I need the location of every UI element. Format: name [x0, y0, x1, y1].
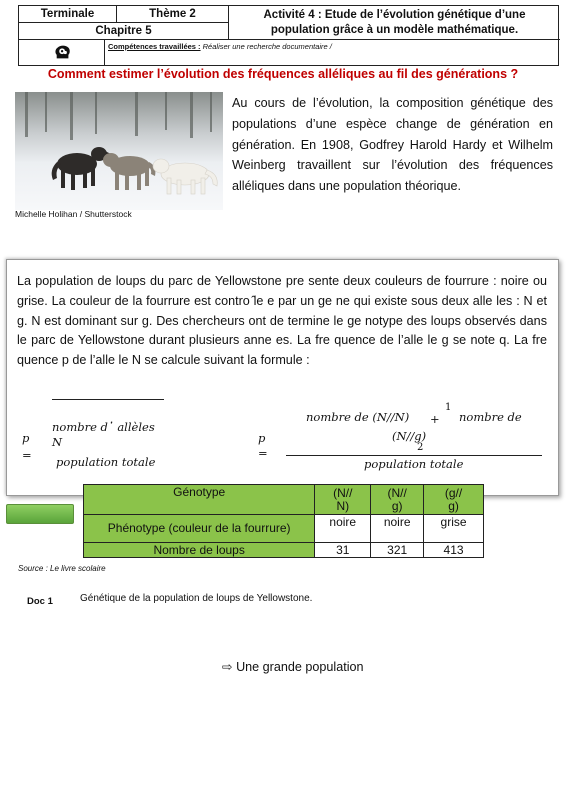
- formula2-denominator: population totale: [364, 457, 464, 471]
- formula2-half-num: 1: [445, 402, 452, 413]
- source-note: Source : Le livre scolaire: [18, 564, 106, 573]
- genotype-table: [83, 484, 484, 558]
- doc-label: Doc 1: [27, 596, 53, 607]
- bullet-text: Une grande population: [236, 660, 364, 674]
- brain-head-icon: [54, 44, 72, 62]
- formula1-denominator: population totale: [56, 455, 156, 469]
- formula2-plus: +: [430, 412, 440, 426]
- table-cell: 321: [371, 543, 424, 558]
- formula2-term-b: nombre de: [459, 410, 522, 424]
- main-question: Comment estimer l’évolution des fréquences alléliques au fil des générations ?: [47, 67, 519, 81]
- table-cell: 413: [424, 543, 484, 558]
- formula2-half-den: 2: [417, 442, 424, 453]
- level-cell: Terminale: [19, 6, 117, 23]
- formula1-equals: =: [22, 448, 32, 462]
- table-header-cell: (g// g): [424, 485, 484, 515]
- formula1-numerator-line2: N: [52, 435, 63, 449]
- arrow-right-icon: ⇨: [222, 660, 233, 674]
- table-cell: grise: [424, 515, 484, 543]
- icon-cell: [19, 40, 105, 66]
- skills-label: Compétences travaillées :: [108, 42, 201, 51]
- formula1-p: p: [22, 431, 30, 445]
- skills-cell: [105, 40, 560, 66]
- table-cell: noire: [315, 515, 371, 543]
- formula2-p: p: [258, 431, 266, 445]
- intro-paragraph: Au cours de l’évolution, la composition génétique des populations d’une espèce change de génération en génération. En 1908, Godfrey Harold Hardy et Wilhelm Weinberg travaillent sur l’évolution des fréquences alléliques dans une population théorique.: [232, 96, 553, 194]
- header-table: [18, 5, 559, 66]
- document-tab: [6, 504, 74, 524]
- bullet-item: [222, 659, 364, 674]
- table-row: [84, 515, 484, 543]
- chapter-cell: Chapitre 5: [19, 23, 229, 40]
- formula1-overline: [52, 399, 164, 400]
- table-header-cell: (N// g): [371, 485, 424, 515]
- table-cell: Nombre de loups: [84, 543, 315, 558]
- table-cell: noire: [371, 515, 424, 543]
- activity-title-line2: population grâce à un modèle mathématique.: [270, 24, 519, 36]
- theme-cell: Thème 2: [117, 6, 229, 23]
- formula2-equals: =: [258, 446, 268, 460]
- wolves-illustration: [15, 92, 223, 210]
- skills-text: Réaliser une recherche documentaire /: [202, 42, 332, 51]
- formula2-fraction-bar: [286, 455, 542, 456]
- table-header-cell: Génotype: [84, 485, 315, 515]
- activity-title-line1: Activité 4 : Etude de l’évolution génétique d’une: [263, 9, 526, 21]
- table-header-row: [84, 485, 484, 515]
- formula2-term-a: nombre de (N//N): [306, 410, 410, 424]
- activity-title: [229, 6, 560, 40]
- table-header-cell: (N// N): [315, 485, 371, 515]
- table-cell: 31: [315, 543, 371, 558]
- wolves-photo: [15, 92, 223, 210]
- document-text: La population de loups du parc de Yellowstone pre sente deux couleurs de fourrure : noire ou grise. La couleur de la fourrure est contro ̂le e par un ge ne qui existe sous deux alle les : N et g. N est dominant sur g. Des chercheurs ont de termine le ge notype des loups observés dans le parc de Yellowstone durant plusieurs anne es. La fre quence de l’alle le g se note q. La fre quence p de l’alle le N se calcule suivant la formule :: [17, 274, 547, 368]
- table-row: [84, 543, 484, 558]
- doc-caption: Génétique de la population de loups de Yellowstone.: [80, 593, 313, 604]
- formula1-numerator-line1: nombre d᾿ allèles: [52, 420, 155, 434]
- formula2-term-c: (N//g): [392, 429, 427, 443]
- table-cell: Phénotype (couleur de la fourrure): [84, 515, 315, 543]
- photo-credit: Michelle Holihan / Shutterstock: [15, 209, 132, 219]
